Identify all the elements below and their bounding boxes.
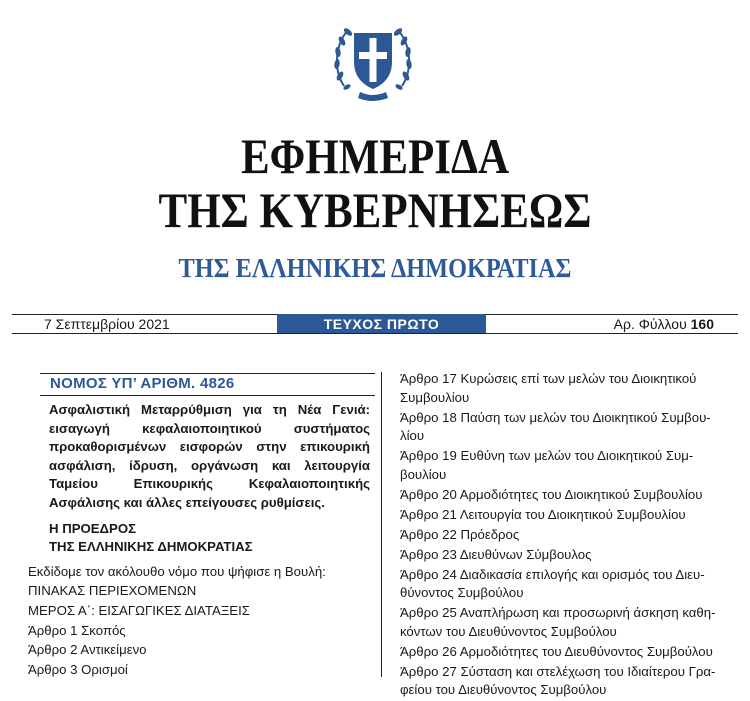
toc-article: Άρθρο 26 Αρμοδιότητες του Διευθύνοντος Συμβούλου — [400, 643, 713, 659]
newspaper-title-line1: ΕΦΗΜΕΡΙΔΑ — [240, 128, 510, 184]
toc-item: Άρθρο 2 Αντικείμενο — [28, 642, 147, 658]
right-column — [400, 370, 742, 701]
issue-banner: ΤΕΥΧΟΣ ΠΡΩΤΟ — [277, 314, 486, 334]
header-rule-bottom — [12, 333, 738, 334]
president-line1: Η ΠΡΟΕΔΡΟΣ — [49, 520, 137, 536]
toc-article: Άρθρο 23 Διευθύνων Σύμβουλος — [400, 546, 592, 562]
toc-article: Άρθρο 20 Αρμοδιότητες του Διοικητικού Συμβουλίου — [400, 486, 703, 502]
toc-item: Άρθρο 3 Ορισμοί — [28, 661, 128, 677]
sheet-number-value: 160 — [690, 316, 714, 332]
toc-article: Άρθρο 21 Λειτουργία του Διοικητικού Συμβουλίου — [400, 506, 686, 522]
toc-item: Άρθρο 1 Σκοπός — [28, 622, 126, 638]
toc-article: Άρθρο 17 Κυρώσεις επί των μελών του Διοικητικού Συμβουλίου — [400, 371, 697, 405]
issue-date: 7 Σεπτεμβρίου 2021 — [44, 316, 170, 332]
newspaper-subtitle: ΤΗΣ ΕΛΛΗΝΙΚΗΣ ΔΗΜΟΚΡΑΤΙΑΣ — [178, 253, 572, 283]
toc-article: Άρθρο 19 Ευθύνη των μελών του Διοικητικού Συμ- βουλίου — [400, 448, 694, 482]
law-body — [28, 563, 378, 680]
toc-article: Άρθρο 18 Παύση των μελών του Διοικητικού Συμβου- λίου — [400, 409, 711, 444]
law-title-rule-bottom — [40, 395, 375, 396]
enactment-line: Εκδίδομε τον ακόλουθο νόμο που ψήφισε η Βουλή: — [28, 563, 326, 579]
president-heading — [49, 520, 378, 557]
president-line2: ΤΗΣ ΕΛΛΗΝΙΚΗΣ ΔΗΜΟΚΡΑΤΙΑΣ — [49, 539, 253, 555]
newspaper-title-line2: ΤΗΣ ΚΥΒΕΡΝΗΣΕΩΣ — [158, 182, 592, 238]
toc-article: Άρθρο 25 Αναπλήρωση και προσωρινή άσκηση καθη- κόντων του Διευθύνοντος Συμβούλου — [400, 605, 716, 639]
sheet-number — [614, 315, 714, 333]
toc-article: Άρθρο 24 Διαδικασία επιλογής και ορισμός του Διευ- θύνοντος Συμβούλου — [400, 566, 705, 601]
toc-heading: ΠΙΝΑΚΑΣ ΠΕΡΙΕΧΟΜΕΝΩΝ — [28, 583, 197, 599]
column-divider — [381, 372, 382, 677]
law-summary: Ασφαλιστική Μεταρρύθμιση για τη Νέα Γενιά: εισαγωγή κεφαλαιοποιητικού συστήματος προκαθορισμένων εισφορών στην επικουρική ασφάλιση, ίδρυση, οργάνωση και λειτουργία Ταμείου Επικουρικής Κεφαλαιοποιητικής Ασφάλισης και άλλες επείγουσες ρυθμίσεις. — [49, 402, 370, 510]
part-heading: ΜΕΡΟΣ Α΄: ΕΙΣΑΓΩΓΙΚΕΣ ΔΙΑΤΑΞΕΙΣ — [28, 602, 250, 618]
law-title: ΝΟΜΟΣ ΥΠ’ ΑΡΙΘΜ. 4826 — [50, 375, 235, 392]
sheet-label: Αρ. Φύλλου — [613, 316, 687, 332]
left-column — [20, 401, 378, 680]
greek-coat-of-arms-icon — [330, 16, 416, 102]
toc-article: Άρθρο 27 Σύσταση και στελέχωση του Ιδιαίτερου Γρα- φείου του Διευθύνοντος Συμβούλου — [400, 663, 716, 698]
toc-article: Άρθρο 22 Πρόεδρος — [400, 526, 520, 542]
